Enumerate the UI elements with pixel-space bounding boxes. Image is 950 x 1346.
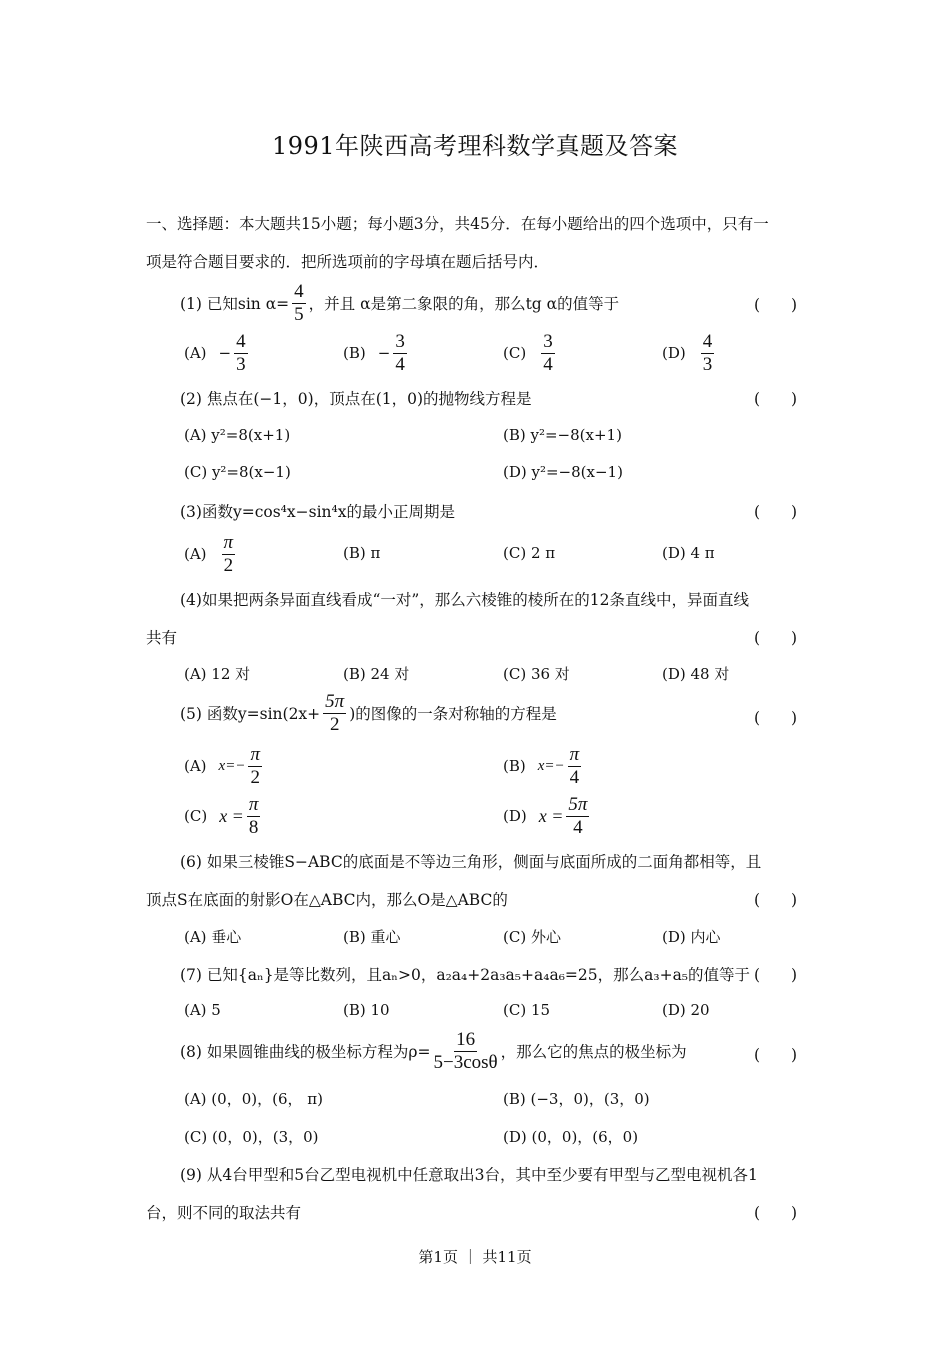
q1-option-a [184, 332, 251, 375]
q8-option-b: (B) (−3，0)，(3，0) [503, 1090, 650, 1108]
option-expr: x=− [537, 757, 565, 774]
question-5 [180, 692, 557, 735]
frac-den: 3 [702, 353, 713, 375]
q4-option-b: (B) 24 对 [343, 665, 410, 683]
question-3: (3)函数y=cos⁴x−sin⁴x的最小正周期是 [180, 503, 455, 521]
fraction [393, 332, 407, 375]
frac-den: 2 [223, 554, 234, 576]
question-8 [180, 1030, 687, 1073]
q1-fraction [292, 282, 306, 325]
q5-frac-num: 5π [325, 691, 345, 712]
fraction [234, 332, 248, 375]
q8-fraction [433, 1030, 497, 1073]
q6-option-d: (D) 内心 [662, 928, 721, 946]
frac-den: 4 [395, 353, 405, 375]
q4-answer-paren: ( ) [754, 629, 798, 647]
option-letter: (C) [184, 807, 208, 826]
q5-option-d [503, 795, 592, 838]
q8-option-a: (A) (0，0)，(6， π) [184, 1090, 323, 1108]
frac-num: π [223, 532, 234, 553]
q2-option-b: (B) y²=−8(x+1) [503, 426, 622, 444]
question-6-line-2: 顶点S在底面的射影O在△ABC内，那么O是△ABC的 [146, 891, 508, 909]
fraction [541, 332, 555, 375]
q8-stem-pre: (8) 如果圆锥曲线的极坐标方程为ρ= [180, 1043, 431, 1062]
q7-option-d: (D) 20 [662, 1001, 710, 1019]
frac-num: 4 [702, 331, 713, 352]
q4-option-c: (C) 36 对 [503, 665, 570, 683]
frac-num: 5π [568, 794, 588, 815]
q3-answer-paren: ( ) [754, 503, 798, 521]
q7-option-a: (A) 5 [184, 1001, 221, 1019]
q5-answer-paren: ( ) [754, 709, 798, 727]
q5-fraction [323, 692, 346, 735]
frac-den: 3 [236, 353, 246, 375]
frac-num: 3 [395, 331, 405, 352]
q1-option-b [343, 332, 410, 375]
question-9-line-2: 台，则不同的取法共有 [146, 1204, 302, 1222]
frac-num: 3 [543, 331, 553, 352]
q1-stem-pre: (1) 已知sin α= [180, 295, 290, 314]
fraction [701, 332, 715, 375]
q4-option-d: (D) 48 对 [662, 665, 730, 683]
q5-option-a [184, 745, 265, 788]
q1-option-c [503, 332, 558, 375]
q2-option-a: (A) y²=8(x+1) [184, 426, 291, 444]
q3-option-a [184, 533, 238, 576]
q5-frac-den: 2 [329, 713, 340, 735]
option-letter: (C) [503, 344, 527, 363]
fraction [222, 533, 236, 576]
option-expr: x = [219, 805, 244, 826]
section-intro-line-1: 一、选择题：本大题共15小题；每小题3分，共45分．在每小题给出的四个选项中，只有一 [146, 215, 769, 233]
page-title: 1991年陕西高考理科数学真题及答案 [271, 132, 679, 160]
section-intro-line-2: 项是符合题目要求的．把所选项前的字母填在题后括号内． [146, 253, 550, 271]
option-letter: (B) [343, 344, 366, 363]
frac-num: 4 [236, 331, 246, 352]
q5-option-b [503, 745, 584, 788]
q6-option-b: (B) 重心 [343, 928, 401, 946]
q1-stem-post: ，并且 α是第二象限的角，那么tg α的值等于 [308, 295, 620, 314]
option-letter: (A) [184, 757, 207, 776]
question-7: (7) 已知{aₙ}是等比数列，且aₙ>0，a₂a₄+2a₃a₅+a₄a₆=25，那么a₃+a₅的值等于 [180, 966, 751, 984]
q8-frac-num: 16 [456, 1029, 476, 1050]
frac-den: 4 [573, 816, 583, 838]
option-letter: (D) [662, 344, 686, 363]
q7-answer-paren: ( ) [754, 966, 798, 984]
q8-frac-den: 5−3cosθ [433, 1051, 498, 1073]
option-expr: x = [538, 805, 564, 826]
q5-stem-post: )的图像的一条对称轴的方程是 [349, 705, 557, 724]
option-letter: (A) [184, 344, 207, 363]
q8-option-d: (D) (0，0)，(6，0) [503, 1128, 639, 1146]
question-9-line-1: (9) 从4台甲型和5台乙型电视机中任意取出3台，其中至少要有甲型与乙型电视机各1 [180, 1166, 758, 1184]
option-expr: x=− [218, 757, 246, 774]
q8-stem-post: ，那么它的焦点的极坐标为 [500, 1043, 687, 1062]
q8-answer-paren: ( ) [754, 1046, 798, 1064]
q6-option-c: (C) 外心 [503, 928, 561, 946]
fraction [568, 745, 582, 788]
question-6-line-1: (6) 如果三棱锥S−ABC的底面是不等边三角形，侧面与底面所成的二面角都相等，且 [180, 853, 762, 871]
frac-num: π [250, 744, 260, 765]
q5-option-c [184, 795, 263, 838]
question-4-line-2: 共有 [146, 629, 178, 647]
question-2: (2) 焦点在(−1，0)，顶点在(1，0)的抛物线方程是 [180, 390, 532, 408]
q7-option-c: (C) 15 [503, 1001, 551, 1019]
q1-option-d [662, 332, 717, 375]
q4-option-a: (A) 12 对 [184, 665, 251, 683]
option-letter: (D) [503, 807, 527, 826]
fraction [566, 795, 589, 838]
q2-option-c: (C) y²=8(x−1) [184, 463, 291, 481]
q3-option-b: (B) π [343, 544, 381, 562]
q9-answer-paren: ( ) [754, 1204, 798, 1222]
frac-den: 2 [250, 766, 260, 788]
frac-den: 8 [248, 816, 259, 838]
q1-frac-den: 5 [294, 303, 304, 325]
q6-answer-paren: ( ) [754, 891, 798, 909]
option-letter: (B) [503, 757, 526, 776]
frac-den: 4 [543, 353, 553, 375]
q1-frac-num: 4 [294, 281, 304, 302]
option-letter: (A) [184, 545, 207, 564]
sign: − [377, 344, 391, 363]
q3-option-c: (C) 2 π [503, 544, 556, 562]
frac-num: π [248, 794, 259, 815]
page-footer: 第1页 ｜ 共11页 [418, 1248, 532, 1266]
q2-option-d: (D) y²=−8(x−1) [503, 463, 623, 481]
question-4-line-1: (4)如果把两条异面直线看成“一对”，那么六棱锥的棱所在的12条直线中，异面直线 [180, 591, 750, 609]
q1-answer-paren: ( ) [754, 296, 798, 314]
question-1 [180, 282, 619, 325]
q3-option-d: (D) 4 π [662, 544, 715, 562]
q8-option-c: (C) (0，0)，(3，0) [184, 1128, 319, 1146]
q2-answer-paren: ( ) [754, 390, 798, 408]
q5-stem-pre: (5) 函数y=sin(2x+ [180, 705, 321, 724]
frac-num: π [569, 744, 580, 765]
q7-option-b: (B) 10 [343, 1001, 390, 1019]
sign: − [218, 344, 232, 363]
fraction [248, 745, 262, 788]
q6-option-a: (A) 垂心 [184, 928, 242, 946]
frac-den: 4 [569, 766, 580, 788]
fraction [247, 795, 261, 838]
